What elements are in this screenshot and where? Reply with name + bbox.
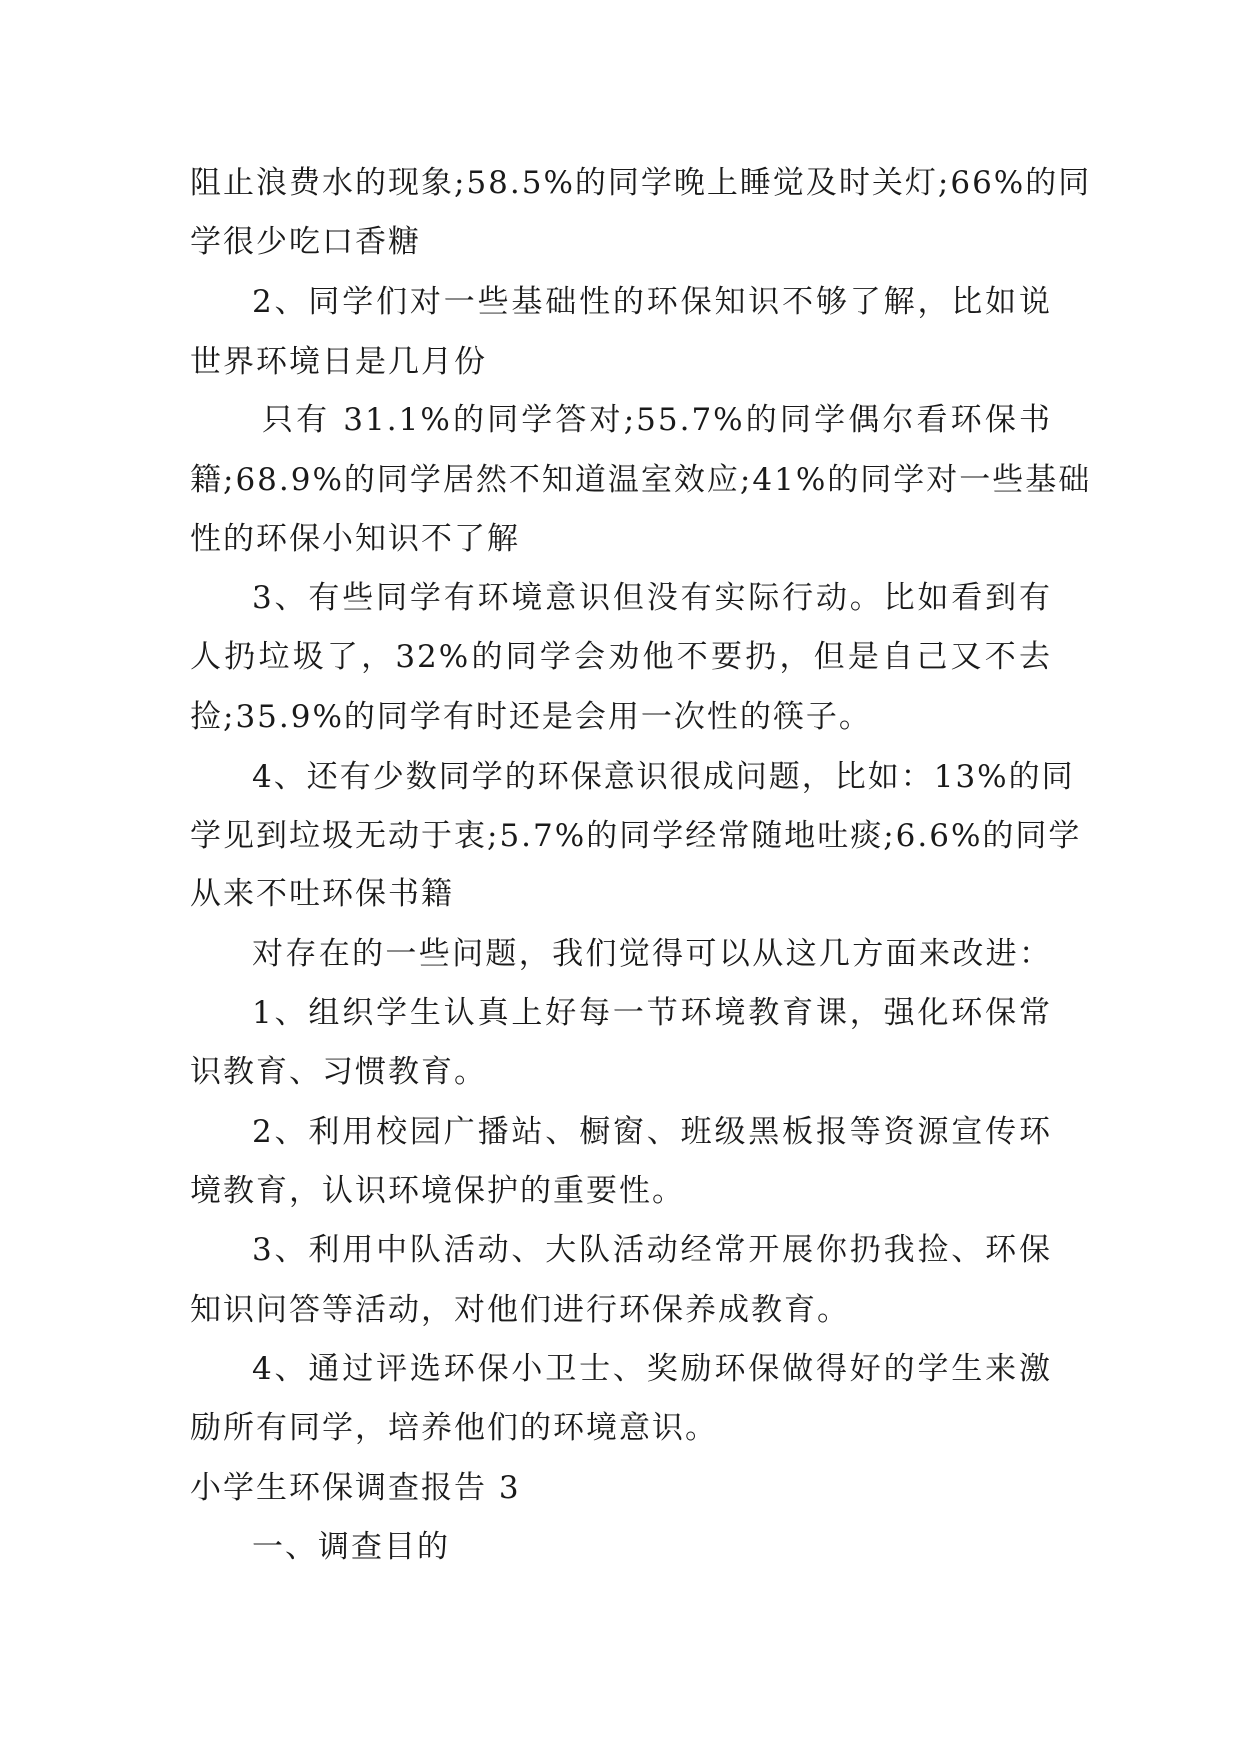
text-line: 2、同学们对一些基础性的环保知识不够了解，比如说 (252, 284, 1052, 320)
text-line: 性的环保小知识不了解 (190, 521, 520, 557)
text-line: 从来不吐环保书籍 (190, 876, 454, 912)
text-line: 境教育，认识环境保护的重要性。 (190, 1173, 685, 1209)
text-line: 阻止浪费水的现象;58.5%的同学晚上睡觉及时关灯;66%的同 (190, 165, 1092, 201)
text-line: 世界环境日是几月份 (190, 344, 487, 380)
text-line: 识教育、习惯教育。 (190, 1054, 487, 1090)
text-line: 人扔垃圾了，32%的同学会劝他不要扔，但是自己又不去 (190, 639, 1052, 675)
text-line: 学见到垃圾无动于衷;5.7%的同学经常随地吐痰;6.6%的同学 (190, 818, 1082, 854)
text-line: 3、利用中队活动、大队活动经常开展你扔我捡、环保 (252, 1232, 1052, 1268)
text-line: 4、通过评选环保小卫士、奖励环保做得好的学生来激 (252, 1351, 1052, 1387)
text-line: 捡;35.9%的同学有时还是会用一次性的筷子。 (190, 699, 872, 735)
text-line: 对存在的一些问题，我们觉得可以从这几方面来改进： (252, 936, 1052, 972)
text-line: 籍;68.9%的同学居然不知道温室效应;41%的同学对一些基础 (190, 462, 1092, 498)
section-heading: 小学生环保调查报告 3 (190, 1470, 521, 1506)
text-line: 知识问答等活动，对他们进行环保养成教育。 (190, 1292, 850, 1328)
text-line: 只有 31.1%的同学答对;55.7%的同学偶尔看环保书 (262, 402, 1052, 438)
subsection-heading: 一、调查目的 (252, 1529, 450, 1565)
text-line: 2、利用校园广播站、橱窗、班级黑板报等资源宣传环 (252, 1114, 1052, 1150)
text-line: 1、组织学生认真上好每一节环境教育课，强化环保常 (252, 995, 1052, 1031)
text-line: 4、还有少数同学的环保意识很成问题，比如：13%的同 (252, 759, 1075, 795)
text-line: 励所有同学，培养他们的环境意识。 (190, 1410, 718, 1446)
text-line: 3、有些同学有环境意识但没有实际行动。比如看到有 (252, 580, 1052, 616)
text-line: 学很少吃口香糖 (190, 224, 421, 260)
